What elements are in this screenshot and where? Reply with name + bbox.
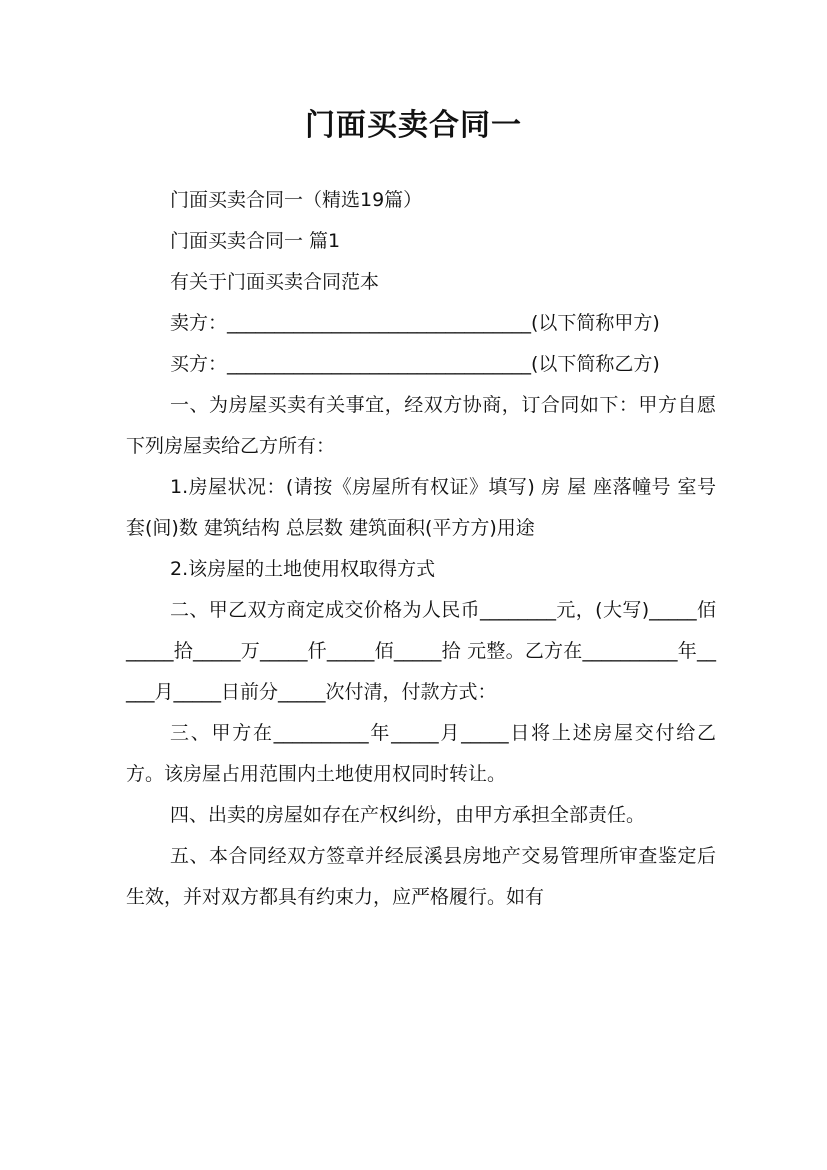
paragraph-clause-4: 四、出卖的房屋如存在产权纠纷，由甲方承担全部责任。: [170, 804, 646, 826]
paragraph-clause-3: 三、甲方在__________年_____月_____日将上述房屋交付给乙方。该房屋占用范围内土地使用权同时转让。: [126, 722, 716, 785]
paragraph-buyer: 买方：________________________________(以下简称乙方): [170, 353, 660, 375]
paragraph-section-heading: 门面买卖合同一 篇1: [170, 230, 341, 252]
paragraph-intro: 门面买卖合同一（精选19篇）: [170, 189, 423, 211]
paragraph-subtitle: 有关于门面买卖合同范本: [170, 271, 380, 293]
paragraph-clause-1-2: 2.该房屋的土地使用权取得方式: [170, 558, 436, 580]
paragraph-clause-5: 五、本合同经双方签章并经辰溪县房地产交易管理所审查鉴定后生效，并对双方都具有约束力，应严格履行。如有: [126, 845, 716, 908]
paragraph-seller: 卖方：________________________________(以下简称甲方): [170, 312, 660, 334]
document-body: [126, 180, 716, 918]
paragraph-clause-1-1: 1.房屋状况：(请按《房屋所有权证》填写) 房 屋 座落幢号 室号 套(间)数 建筑结构 总层数 建筑面积(平方方)用途: [126, 476, 716, 539]
paragraph-clause-2: 二、甲乙双方商定成交价格为人民币________元，(大写)_____佰_____拾_____万_____仟_____佰_____拾 元整。乙方在__________年_____月_____日前分_____次付清，付款方式：: [126, 599, 716, 703]
paragraph-clause-1: 一、为房屋买卖有关事宜，经双方协商，订合同如下：甲方自愿下列房屋卖给乙方所有：: [126, 394, 716, 457]
document-title: 门面买卖合同一: [305, 108, 522, 143]
